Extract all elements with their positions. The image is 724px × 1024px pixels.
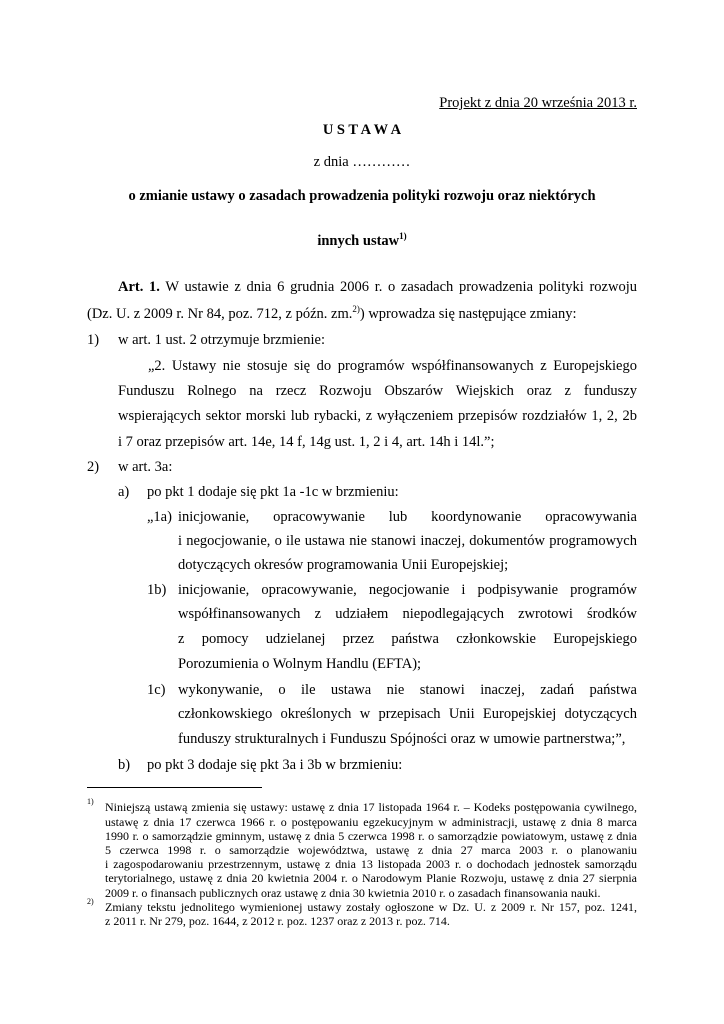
footnote-line: 5 czerwca 1998 r. o samorządzie województwa, ustawę z dnia 27 marca 2003 r. o planowaniu: [105, 843, 637, 857]
subpoint-line: dotyczących okresów programowania Unii Europejskiej;: [178, 557, 509, 573]
footnote-line: ustawę z dnia 17 czerwca 1966 r. o postępowaniu egzekucyjnym w administracji, ustawę z dnia 8 marca: [105, 815, 637, 829]
subpoint-line: inicjowanie, opracowywanie, negocjowanie i podpisywanie programów: [178, 582, 637, 598]
footnote-separator: [87, 787, 262, 788]
point-number: 1): [87, 332, 100, 348]
article-intro-text-2b: ) wprowadza się następujące zmiany:: [359, 306, 577, 322]
letter-number: b): [118, 757, 131, 773]
subpoint-line: wykonywanie, o ile ustawa nie stanowi inaczej, zadań państwa: [178, 682, 637, 698]
subpoint-line: funduszy strukturalnych i Funduszu Spójności oraz w umowie partnerstwa;”,: [178, 731, 626, 747]
article-intro-line-1: [118, 277, 637, 297]
footnote-marker: 2): [87, 897, 94, 906]
subpoint-line: członkowskiego określonych w przepisach Unii Europejskiej dotyczących: [178, 706, 637, 722]
letter-text: po pkt 3 dodaje się pkt 3a i 3b w brzmieniu:: [147, 757, 403, 773]
act-subject-line-1: o zmianie ustawy o zasadach prowadzenia polityki rozwoju oraz niektórych: [128, 188, 596, 204]
subpoint-line: z pomocy udzielanej przez państwa członkowskie Europejskiego: [178, 631, 637, 647]
footnote-ref-1: 1): [399, 231, 407, 241]
article-label: Art. 1.: [118, 279, 160, 295]
act-subject-line-2: [87, 231, 637, 251]
subpoint-number: 1b): [147, 582, 167, 598]
article-intro-line-2: [87, 304, 637, 324]
footnote-marker: 1): [87, 797, 94, 806]
act-subject-text: innych ustaw: [317, 233, 400, 249]
point-number: 2): [87, 459, 100, 475]
article-intro-text-1: W ustawie z dnia 6 grudnia 2006 r. o zasadach prowadzenia polityki rozwoju: [165, 279, 637, 295]
subpoint-number: 1c): [147, 682, 166, 698]
quoted-provision-line: i 7 oraz przepisów art. 14e, 14 f, 14g ust. 1, 2 i 4, art. 14h i 14l.”;: [118, 434, 495, 450]
subpoint-line: Porozumienia o Wolnym Handlu (EFTA);: [178, 656, 422, 672]
act-heading: U S T A W A: [322, 122, 402, 138]
footnote-ref-2: 2): [352, 304, 360, 314]
footnote-line: 1990 r. o samorządzie gminnym, ustawę z dnia 5 czerwca 1998 r. o samorządzie powiatowym, ustawę z dnia: [105, 829, 637, 843]
footnote-line: 2009 r. o finansach publicznych oraz ustawę z dnia 30 kwietnia 2010 r. o zasadach finansowania nauki.: [105, 886, 601, 900]
act-date-line: z dnia …………: [313, 154, 411, 170]
subpoint-number: „1a): [147, 509, 172, 525]
quoted-provision-line: wspierających sektor morski lub rybacki, z wyłączeniem przepisów rozdziałów 1, 2, 2b: [118, 408, 637, 424]
subpoint-line: i negocjowanie, o ile ustawa nie stanowi inaczej, dokumentów programowych: [178, 533, 637, 549]
footnote-line: Zmiany tekstu jednolitego wymienionej ustawy zostały ogłoszone w Dz. U. z 2009 r. Nr 157, poz. 1241,: [105, 900, 637, 914]
draft-status-line: [87, 93, 637, 113]
letter-number: a): [118, 484, 130, 500]
footnote-line: terytorialnego, ustawę z dnia 20 kwietnia 2004 r. o Narodowym Planie Rozwoju, ustawę z dnia 27 sierpnia: [105, 871, 637, 885]
footnote-line: z 2011 r. Nr 279, poz. 1644, z 2012 r. poz. 1237 oraz z 2013 r. poz. 714.: [105, 914, 450, 928]
letter-text: po pkt 1 dodaje się pkt 1a -1c w brzmieniu:: [147, 484, 399, 500]
footnote-line: Niniejszą ustawą zmienia się ustawy: ustawę z dnia 17 listopada 1964 r. – Kodeks postępowania cywilnego,: [105, 800, 637, 814]
footnote-line: i zagospodarowaniu przestrzennym, ustawę z dnia 13 listopada 2003 r. o dochodach jednostek samorządu: [105, 857, 637, 871]
quoted-provision-line: „2. Ustawy nie stosuje się do programów współfinansowanych z Europejskiego: [148, 358, 637, 374]
point-text: w art. 1 ust. 2 otrzymuje brzmienie:: [118, 332, 325, 348]
draft-status-text: Projekt z dnia 20 września 2013 r.: [439, 95, 637, 111]
subpoint-line: współfinansowanych z udziałem niepodlegających zwrotowi środków: [178, 606, 637, 622]
quoted-provision-line: Funduszu Rolnego na rzecz Rozwoju Obszarów Wiejskich oraz z funduszy: [118, 383, 637, 399]
point-text: w art. 3a:: [118, 459, 173, 475]
subpoint-line: inicjowanie, opracowywanie lub koordynowanie opracowywania: [178, 509, 637, 525]
article-intro-text-2a: (Dz. U. z 2009 r. Nr 84, poz. 712, z późn. zm.: [87, 306, 353, 322]
